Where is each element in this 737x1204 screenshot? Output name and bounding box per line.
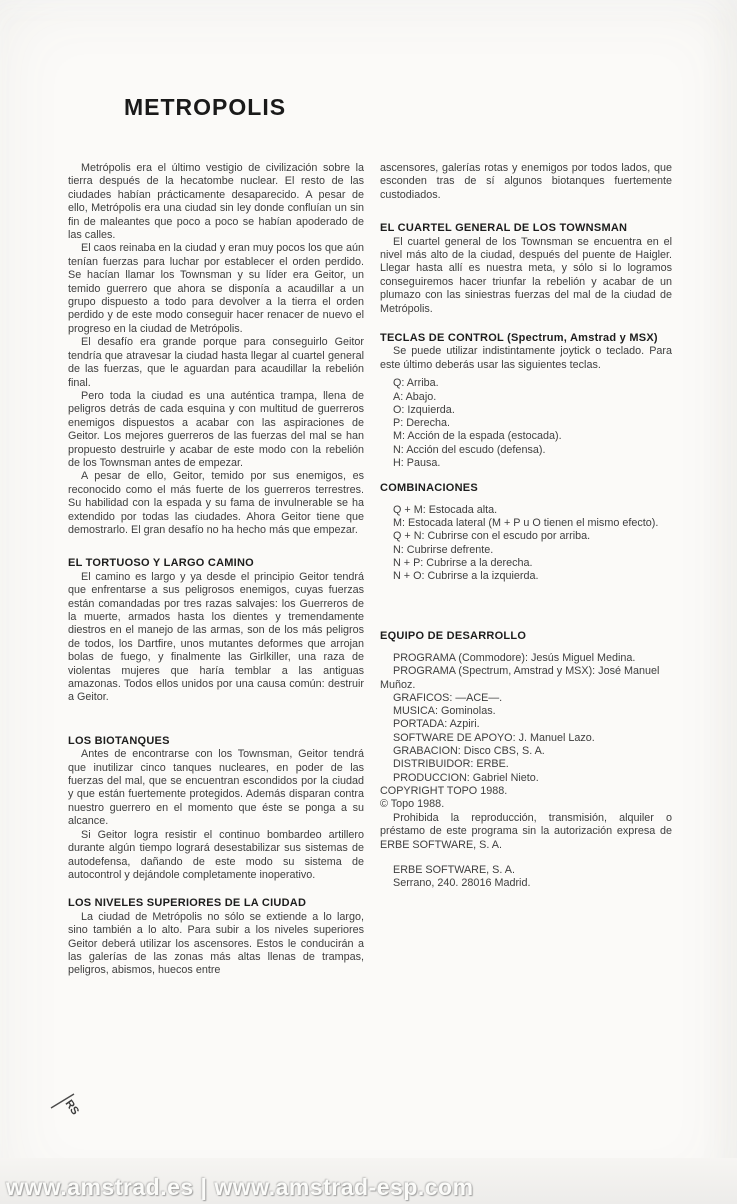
section-heading-cuartel: EL CUARTEL GENERAL DE LOS TOWNSMAN (380, 222, 628, 235)
left-column (68, 162, 364, 978)
section-paragraph: El cuartel general de los Townsman se encuentra en el nivel más alto de la ciudad, después del puente de Haigler. Llegar hasta allí es nuestra meta, y sólo si lo logramos conseguiremos hacer triunfar la rebelión y acabar de un plumazo con las siniestras fuerzas del mal de la ciudad de Metrópolis. (380, 235, 672, 315)
combinations-list (380, 504, 672, 584)
credit-line: PROGRAMA (Commodore): Jesús Miguel Medina. (393, 651, 636, 664)
key-item: O: Izquierda. (393, 403, 455, 416)
address-line: Serrano, 240. 28016 Madrid. (393, 877, 531, 890)
section-heading-combinaciones: COMBINACIONES (380, 482, 478, 495)
section-paragraph: Se puede utilizar indistintamente joytick o teclado. Para este último deberás usar las siguientes teclas. (380, 345, 672, 371)
printer-mark-text: RS (62, 1097, 82, 1118)
credit-line: GRABACION: Disco CBS, S. A. (393, 745, 545, 758)
combo-item: N: Cubrirse defrente. (393, 543, 494, 556)
printer-mark-icon (48, 1086, 82, 1120)
key-item: A: Abajo. (393, 390, 437, 403)
key-item: M: Acción de la espada (estocada). (393, 430, 562, 443)
combo-item: Q + M: Estocada alta. (393, 503, 498, 516)
intro-paragraph: El caos reinaba en la ciudad y eran muy pocos los que aún tenían fuerzas para luchar por establecer el orden perdido. Se hacían llamar los Townsman y su líder era Geitor, un temido guerrero que ahora se disponía a acaudillar a un grupo dispuesto a todo para devolver a la tierra el orden perdido y de este modo conseguir hacer renacer de nuevo el progreso en la ciudad de Metrópolis. (68, 242, 364, 335)
credit-line: GRAFICOS: —ACE—. (393, 691, 503, 704)
intro-paragraph: A pesar de ello, Geitor, temido por sus enemigos, es reconocido como el más fuerte de los guerreros terrestres. Su habilidad con la espada y su fama de invulnerable se ha extendido por todas las ciudades. Ahora Geitor tiene que demostrarlo. El gran desafío no ha hecho más que empezar. (68, 470, 364, 536)
section-heading-tortuoso: EL TORTUOSO Y LARGO CAMINO (68, 557, 254, 570)
section-heading-teclas: TECLAS DE CONTROL (Spectrum, Amstrad y MSX) (380, 332, 658, 345)
address-line: ERBE SOFTWARE, S. A. (393, 863, 515, 876)
section-heading-equipo: EQUIPO DE DESARROLLO (380, 629, 527, 642)
credit-line: MUSICA: Gominolas. (393, 705, 496, 718)
section-heading-niveles: LOS NIVELES SUPERIORES DE LA CIUDAD (68, 897, 307, 910)
key-item: N: Acción del escudo (defensa). (393, 443, 546, 456)
credit-line: PORTADA: Azpiri. (393, 718, 480, 731)
credit-line: PROGRAMA (Spectrum, Amstrad y MSX): José Manuel Muñoz. (380, 665, 660, 691)
key-item: P: Derecha. (393, 417, 451, 430)
legal-paragraph: Prohibida la reproducción, transmisión, alquiler o préstamo de este programa sin la autorización expresa de ERBE SOFTWARE, S. A. (380, 811, 672, 851)
section-paragraph: La ciudad de Metrópolis no sólo se extiende a lo largo, sino también a lo alto. Para subir a los niveles superiores Geitor deberá utilizar los ascensores. Estos le conducirán a las galerías de las zonas más altas llenas de trampas, peligros, abismos, huecos entre (68, 910, 364, 977)
section-paragraph: El camino es largo y ya desde el principio Geitor tendrá que enfrentarse a sus peligrosos enemigos, cuyas fuerzas están comandadas por tres razas salvajes: los Guerreros de la muerte, armados hasta los dientes y tremendamente diestros en el manejo de las armas, son de los más peligros de todos, los Dartfire, unos mutantes deformes que arrojan bolas de fuego, y finalmente las Girlkiller, una raza de violentas mujeres que haría temblar a las antiguas amazonas. Todos ellos unidos por una causa común: destruir a Geitor. (68, 570, 364, 704)
intro-paragraph: El desafío era grande porque para conseguirlo Geitor tendría que atravesar la ciudad hasta llegar al cuartel general de las fuerzas, que le aguardan para acaudillar la rebelión final. (68, 336, 364, 389)
topo-copyright-line: © Topo 1988. (380, 798, 445, 811)
combo-item: M: Estocada lateral (M + P u O tienen el mismo efecto). (393, 517, 659, 530)
control-keys-list (380, 377, 672, 470)
key-item: Q: Arriba. (393, 377, 439, 390)
publisher-address (380, 864, 672, 891)
combo-item: N + P: Cubrirse a la derecha. (393, 556, 533, 569)
intro-paragraph: Metrópolis era el último vestigio de civilización sobre la tierra después de la hecatombe nuclear. El resto de las ciudades habían prácticamente desaparecido. A pesar de ello, Metrópolis era una ciudad sin ley donde confluían un sin fin de maleantes que poco a poco se habían apoderado de las calles. (68, 162, 364, 242)
credit-line: DISTRIBUIDOR: ERBE. (393, 758, 509, 771)
page-title: METROPOLIS (124, 94, 287, 120)
copyright-line: COPYRIGHT TOPO 1988. (380, 784, 508, 797)
right-column (380, 162, 672, 891)
intro-paragraph: Pero toda la ciudad es una auténtica trampa, llena de peligros detrás de cada esquina y con multitud de guerreros enemigos dispuestos a acabar con las aspiraciones de Geitor. Los mejores guerreros de las fuerzas del mal se han propuesto destruirle y acabar de este modo con la rebelión de los Townsman antes de empezar. (68, 389, 364, 469)
section-heading-biotanques: LOS BIOTANQUES (68, 734, 170, 747)
watermark-urls: www.amstrad.es | www.amstrad-esp.com (6, 1174, 474, 1200)
credit-line: SOFTWARE DE APOYO: J. Manuel Lazo. (393, 731, 595, 744)
section-paragraph: Antes de encontrarse con los Townsman, Geitor tendrá que inutilizar cinco tanques nucleares, en poder de las fuerzas del mal, que se encuentran escondidos por la ciudad y que están fuertemente protegidos. Además disparan contra nuestro guerrero en el momento que éste se ponga a su alcance. (68, 748, 364, 828)
continuation-paragraph: ascensores, galerías rotas y enemigos por todos lados, que esconden tras de sí algunos biotanques fuertemente custodiados. (380, 162, 672, 201)
key-item: H: Pausa. (393, 457, 441, 470)
combo-item: N + O: Cubrirse a la izquierda. (393, 570, 539, 583)
credit-line: PRODUCCION: Gabriel Nieto. (393, 771, 539, 784)
section-paragraph: Si Geitor logra resistir el continuo bombardeo artillero durante algún tiempo logrará desestabilizar sus sistemas de autodefensa, dañando de este modo su sistema de autocontrol y dejándole completamente inoperativo. (68, 828, 364, 881)
credits-list (380, 652, 672, 785)
combo-item: Q + N: Cubrirse con el escudo por arriba. (393, 530, 591, 543)
